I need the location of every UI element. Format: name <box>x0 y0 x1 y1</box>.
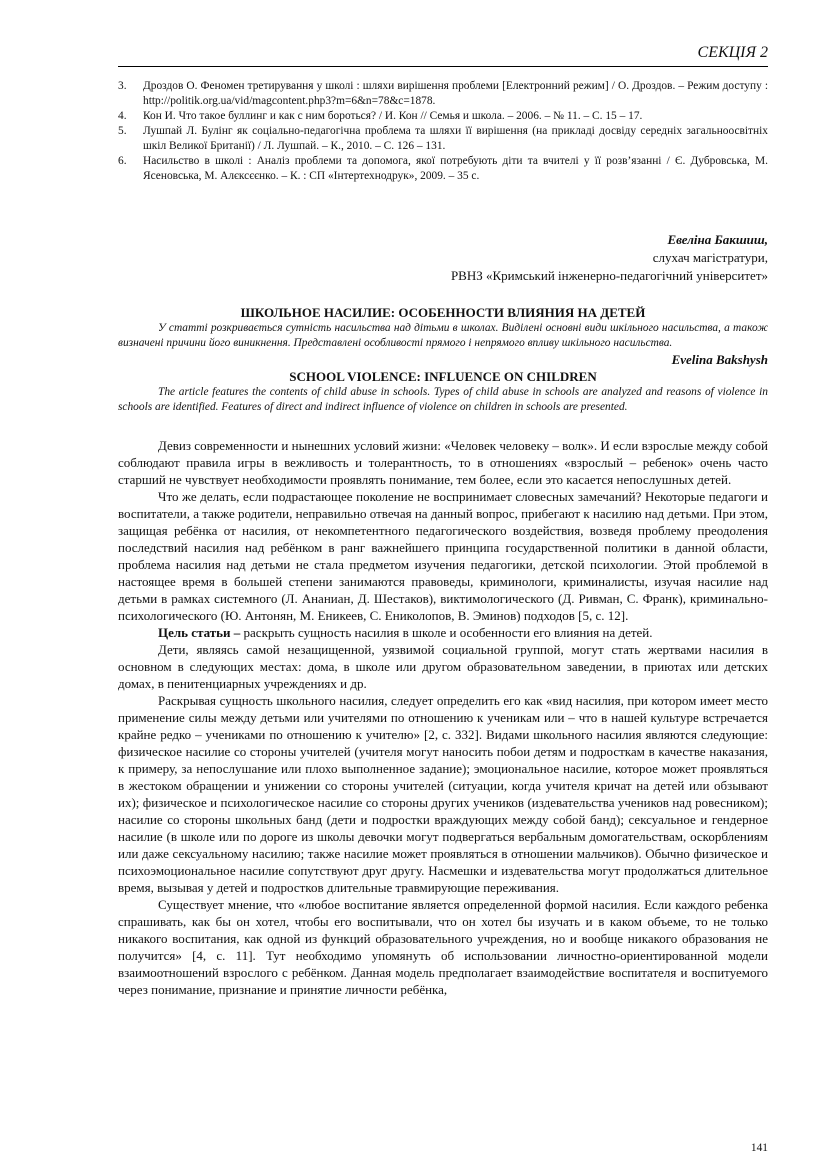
reference-item: 6. Насильство в школі : Аналіз проблеми та допомога, якої потребують діти та вчителі у її розв’язанні / Є. Дубровська, М. Ясеновська, М. Алєксєєнко. – К. : СП «Інтертехнодрук», 2009. – 35 с. <box>118 155 768 182</box>
goal-label: Цель статьи – <box>158 625 241 640</box>
reference-item: 4. Кон И. Что такое буллинг и как с ним бороться? / И. Кон // Семья и школа. – 2006. – № 11. – С. 15 – 17. <box>118 110 643 122</box>
article-body <box>118 437 768 998</box>
body-paragraph: Цель статьи – раскрыть сущность насилия в школе и особенности его влияния на детей. <box>158 625 653 640</box>
body-paragraph: Существует мнение, что «любое воспитание является определенной формой насилия. Если каждого ребенка спрашивать, как бы он хотел, чтобы его воспитывали, что он хотел бы изучать и в каком объеме, то не только никакого воспитания, как одной из функций образовательного учреждения, но и вообще никакого образования не получится» [4, с. 11]. Тут необходимо упомянуть об использовании личностно-ориентированной модели взаимоотношений взрослого с ребёнком. Данная модель предполагает взаимодействие воспитателя и воспитуемого через понимание, признание и принятие личности ребёнка, <box>118 897 768 997</box>
author-name-en: Evelina Bakshysh <box>671 352 768 367</box>
section-header: СЕКЦІЯ 2 <box>118 44 768 67</box>
author-position: слухач магістратури, <box>652 250 768 265</box>
reference-item: 5. Лушпай Л. Булінг як соціально-педагогічна проблема та шляхи її вирішення (на прикладі досвіду середніх загальноосвітніх шкіл Великої Британії) / Л. Лушпай. – К., 2010. – С. 126 – 131. <box>118 125 768 152</box>
body-paragraph: Девиз современности и нынешних условий жизни: «Человек человеку – волк». И если взрослые между собой соблюдают правила игры в вежливость и толерантность, то в отношениях «взрослый – ребенок» очень часто старший не чувствует необходимости проявлять понимание, тем более, если это касается непослушных детей. <box>118 438 768 487</box>
abstract-en: The article features the contents of child abuse in schools. Types of child abuse in schools are analyzed and reasons of violence in schools are identified. Features of direct and indirect influence of violence on children in schools are presented. <box>118 386 768 413</box>
abstract-uk: У статті розкривається сутність насильства над дітьми в школах. Виділені основні види шкільного насильства, а також визначені причини його виникнення. Представлені особливості прямого і непрямого впливу шкільного насильства. <box>118 322 768 349</box>
author-block <box>118 231 768 285</box>
body-paragraph: Дети, являясь самой незащищенной, уязвимой социальной группой, могут стать жертвами насилия в основном в следующих местах: дома, в школе или другом образовательном заведении, в приютах или детских домах, в пенитенциарных учреждениях и др. <box>118 642 768 691</box>
article-title-ru: ШКОЛЬНОЕ НАСИЛИЕ: ОСОБЕННОСТИ ВЛИЯНИЯ НА ДЕТЕЙ <box>240 305 646 320</box>
article-title-en: SCHOOL VIOLENCE: INFLUENCE ON CHILDREN <box>289 369 597 384</box>
body-paragraph: Раскрывая сущность школьного насилия, следует определить его как «вид насилия, при котором имеет место применение силы между детьми или учителями по отношению к ученикам или – что в нашей культуре встречается крайне редко – учениками по отношению к учителю» [2, с. 332]. Видами школьного насилия являются следующие: физическое насилие со стороны учителей (учителя могут наносить побои детям и подросткам в качестве наказания, к примеру, за непослушание или плохо выполненное задание); эмоциональное насилие, которое может проявляться в жестоком обращении и унижении со стороны учителей (ситуации, когда учителя кричат на детей или обзывают их); физическое и психологическое насилие со стороны других учеников (издевательства учеников над ровесником); насилие со стороны школьных банд (дети и подростки враждующих между собой банд); сексуальное и гендерное насилие (в школе или по дороге из школы девочки могут подвергаться вербальным домогательствам, оскорблениям или даже сексуальному насилию; также насилие может проявляться в отношении мальчиков). Обычно физическое и психоэмоциональное насилие сопутствуют друг другу. Насмешки и издевательства могут продолжаться длительное время, вызывая у детей и подростков длительные травмирующие переживания. <box>118 693 768 895</box>
reference-list <box>118 79 768 184</box>
page-number: 141 <box>750 1142 768 1154</box>
body-paragraph: Что же делать, если подрастающее поколение не воспринимает словесных замечаний? Некоторые педагоги и воспитатели, а также родители, неправильно отвечая на данный вопрос, прибегают к насилию над детьми. При этом, защищая ребёнка от насилия, от некомпетентного педагогического воздействия, возведя проблему преодоления последствий насилия над ребёнком в ранг важнейшего принципа государственной политики в данной области, проблема насилия над детьми не стала предметом изучения педагогики, детской психологии. Этой проблемой в настоящее время в большей степени занимаются правоведы, криминологи, криминалисты, изучая насилие над детьми в рамках системного (Л. Ананиан, Д. Шестаков), виктимологического (Д. Ривман, С. Франк), криминально-психологического (Ю. Антонян, М. Еникеев, С. Ениколопов, В. Эминов) подходов [5, с. 12]. <box>118 489 768 623</box>
author-name: Евеліна Бакшиш, <box>667 232 768 247</box>
document-page <box>118 44 768 998</box>
author-institution: РВНЗ «Кримський інженерно-педагогічний університет» <box>450 268 768 283</box>
reference-item: 3. Дроздов О. Феномен третирування у школі : шляхи вирішення проблеми [Електронний режим] / О. Дроздов. – Режим доступу : http://politik.org.ua/vid/magcontent.php3?m=6&n=78&c=1878. <box>118 80 768 107</box>
